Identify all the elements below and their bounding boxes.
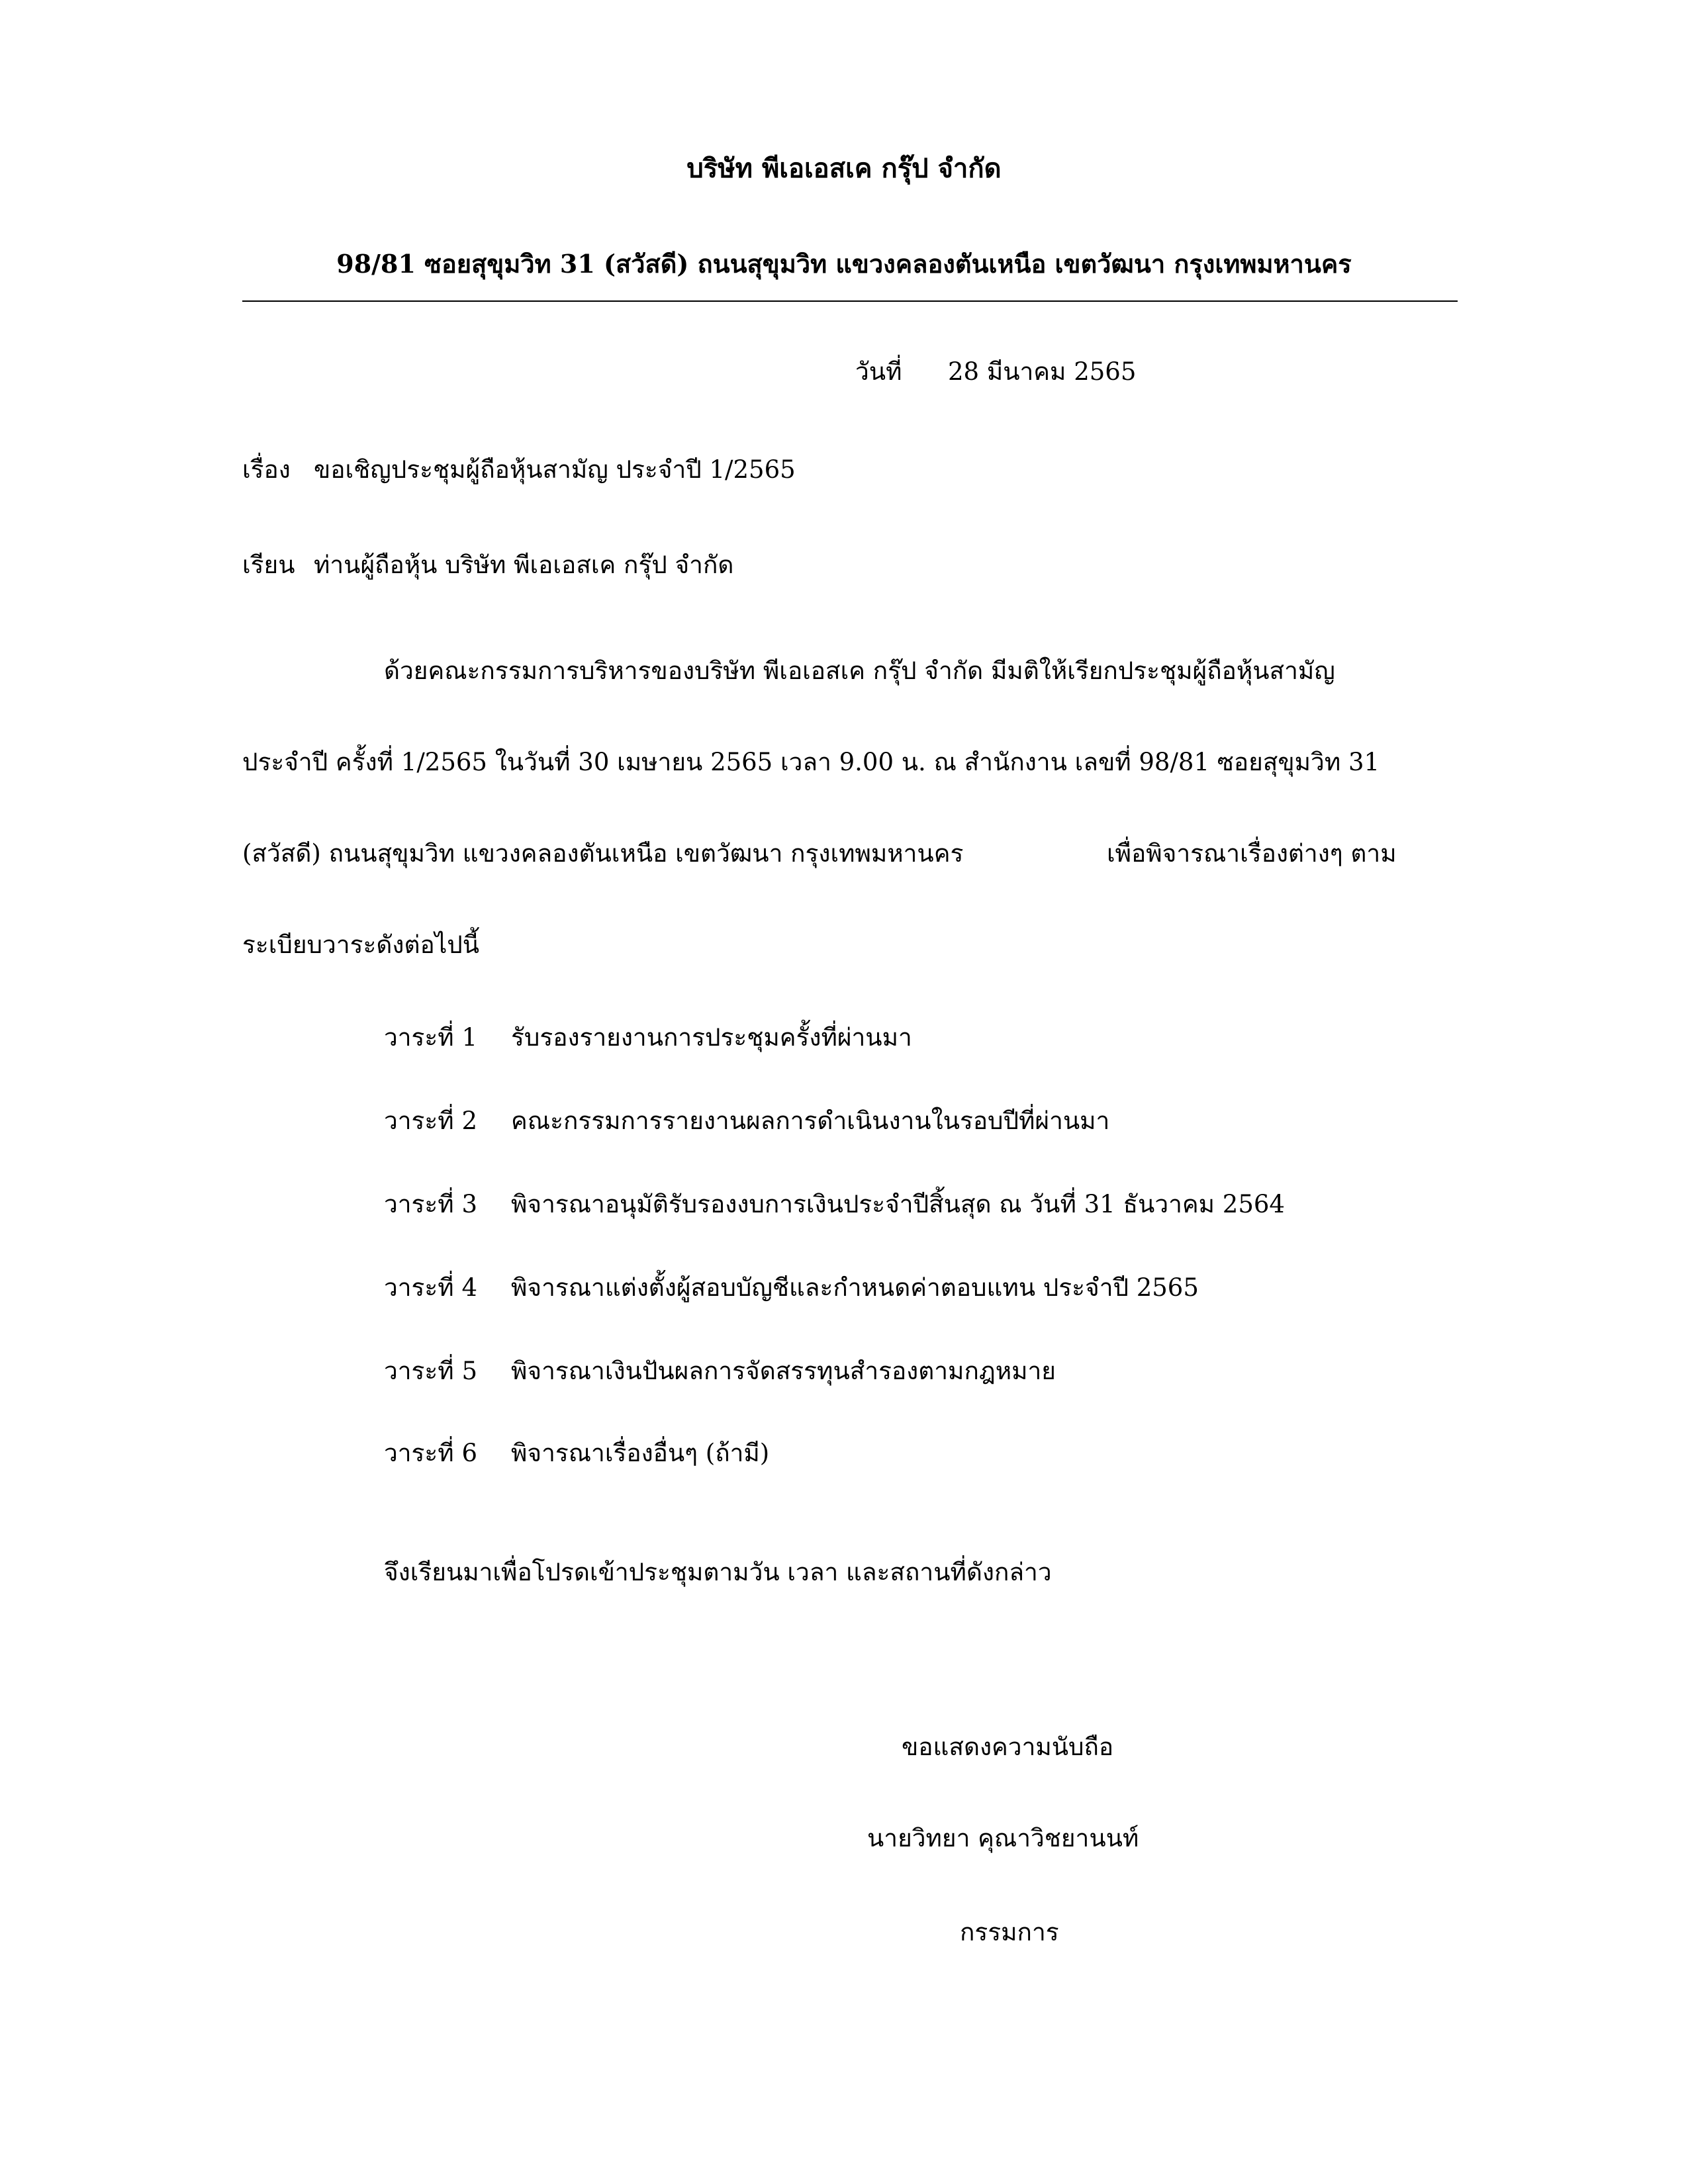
- body-line-3-end: เพื่อพิจารณาเรื่องต่างๆ ตาม: [1107, 839, 1397, 868]
- agenda-text: พิจารณาเงินปันผลการจัดสรรทุนสำรองตามกฎหมาย: [511, 1357, 1056, 1385]
- subject-label: เรื่อง: [242, 455, 291, 484]
- recipient-text: ท่านผู้ถือหุ้น บริษัท พีเอเอสเค กรุ๊ป จำกัด: [314, 551, 734, 579]
- agenda-text: พิจารณาเรื่องอื่นๆ (ถ้ามี): [511, 1439, 770, 1467]
- closing-sentence: จึงเรียนมาเพื่อโปรดเข้าประชุมตามวัน เวลา และสถานที่ดังกล่าว: [384, 1558, 1052, 1586]
- body-line-4: ระเบียบวาระดังต่อไปนี้: [242, 931, 480, 959]
- agenda-number: วาระที่ 3: [384, 1190, 477, 1218]
- company-name: บริษัท พีเอเอสเค กรุ๊ป จำกัด: [686, 153, 1002, 184]
- signatory-title: กรรมการ: [960, 1918, 1059, 1946]
- agenda-text: คณะกรรมการรายงานผลการดำเนินงานในรอบปีที่ผ่านมา: [511, 1107, 1110, 1135]
- agenda-number: วาระที่ 6: [384, 1439, 477, 1467]
- agenda-text: รับรองรายงานการประชุมครั้งที่ผ่านมา: [511, 1023, 912, 1052]
- agenda-number: วาระที่ 2: [384, 1107, 477, 1135]
- date-label: วันที่: [855, 357, 902, 386]
- signature-regards: ขอแสดงความนับถือ: [902, 1733, 1114, 1761]
- subject-text: ขอเชิญประชุมผู้ถือหุ้นสามัญ ประจำปี 1/2565: [314, 455, 796, 484]
- header-divider: [242, 300, 1458, 302]
- body-line-2: ประจำปี ครั้งที่ 1/2565 ในวันที่ 30 เมษายน 2565 เวลา 9.00 น. ณ สำนักงาน เลขที่ 98/81 ซอยสุขุมวิท 31: [242, 748, 1380, 776]
- agenda-text: พิจารณาอนุมัติรับรองงบการเงินประจำปีสิ้นสุด ณ วันที่ 31 ธันวาคม 2564: [511, 1190, 1285, 1218]
- date-value: 28 มีนาคม 2565: [948, 357, 1137, 386]
- agenda-text: พิจารณาแต่งตั้งผู้สอบบัญชีและกำหนดค่าตอบแทน ประจำปี 2565: [511, 1273, 1199, 1302]
- company-address: 98/81 ซอยสุขุมวิท 31 (สวัสดี) ถนนสุขุมวิท แขวงคลองตันเหนือ เขตวัฒนา กรุงเทพมหานคร: [336, 249, 1352, 279]
- agenda-number: วาระที่ 4: [384, 1273, 477, 1302]
- recipient-label: เรียน: [242, 551, 295, 579]
- body-line-1: ด้วยคณะกรรมการบริหารของบริษัท พีเอเอสเค กรุ๊ป จำกัด มีมติให้เรียกประชุมผู้ถือหุ้นสามัญ: [384, 657, 1335, 685]
- agenda-number: วาระที่ 5: [384, 1357, 477, 1385]
- agenda-number: วาระที่ 1: [384, 1023, 477, 1052]
- signatory-name: นายวิทยา คุณาวิชยานนท์: [867, 1824, 1139, 1852]
- body-line-3: (สวัสดี) ถนนสุขุมวิท แขวงคลองตันเหนือ เขตวัฒนา กรุงเทพมหานคร: [242, 839, 964, 868]
